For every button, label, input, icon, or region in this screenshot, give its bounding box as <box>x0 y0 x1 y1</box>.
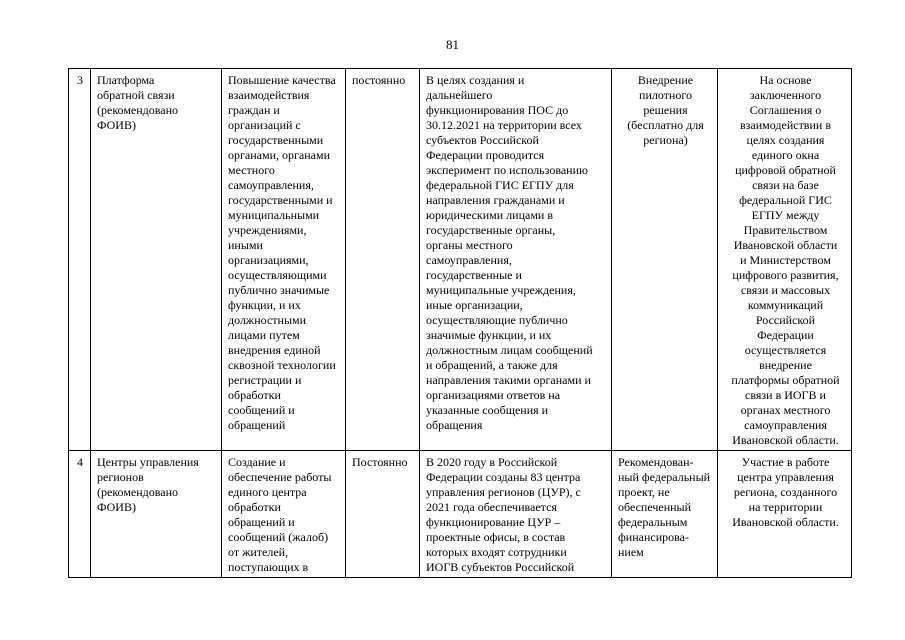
measure-term: постоянно <box>352 73 406 87</box>
measure-purpose: Создание и обеспечение работы единого центра обработки обращений и сообщений (жалоб) от жителей, поступающих в <box>228 455 332 574</box>
purpose-cell <box>222 451 346 578</box>
row-number: 4 <box>77 455 83 469</box>
financing-cell <box>612 69 718 451</box>
measure-financing: Рекомендован- ный федеральный проект, не обеспеченный федеральным финансирова- нием <box>618 455 711 559</box>
row-number-cell <box>69 69 91 451</box>
name-cell <box>91 451 222 578</box>
measure-financing: Внедрение пилотного решения (бесплатно для региона) <box>627 73 704 147</box>
measure-purpose: Повышение качества взаимодействия граждан и организаций с государственными органами, органами местного самоуправления, государственными и муниципальными учреждениями, иными организациями, осуществляющими публично значимые функции, и их должностными лицами путем внедрения единой сквозной технологии регистрации и обработки сообщений и обращений <box>228 73 336 432</box>
purpose-cell <box>222 69 346 451</box>
participation-cell <box>718 451 852 578</box>
measure-participation: Участие в работе центра управления региона, созданного на территории Ивановской области. <box>732 455 839 529</box>
page-number: 81 <box>446 37 459 52</box>
table-row <box>69 69 852 451</box>
row-number-cell <box>69 451 91 578</box>
financing-cell <box>612 451 718 578</box>
measures-table <box>68 68 852 578</box>
term-cell <box>346 69 420 451</box>
measure-participation: На основе заключенного Соглашения о взаимодействии в целях создания единого окна цифровой обратной связи на базе федеральной ГИС ЕГПУ между Правительством Ивановской области и Министерством цифрового развития, связи и массовых коммуникаций Российской Федерации осуществляется внедрение платформы обратной связи в ИОГВ и органах местного самоуправления Ивановской области. <box>731 73 840 447</box>
participation-cell <box>718 69 852 451</box>
name-cell <box>91 69 222 451</box>
description-cell <box>420 69 612 451</box>
measure-term: Постоянно <box>352 455 408 469</box>
measure-name: Центры управления регионов (рекомендовано ФОИВ) <box>97 455 199 514</box>
row-number: 3 <box>77 73 83 87</box>
measure-description: В целях создания и дальнейшего функционирования ПОС до 30.12.2021 на территории всех субъектов Российской Федерации проводится эксперимент по использованию федеральной ГИС ЕГПУ для направления гражданами и юридическими лицами в государственные органы, органы местного самоуправления, государственные и муниципальные учреждения, иные организации, осуществляющие публично значимые функции, и их должностным лицам сообщений и обращений, а также для направления такими органами и организациями ответов на указанные сообщения и обращения <box>426 73 593 432</box>
table-row <box>69 451 852 578</box>
measure-name: Платформа обратной связи (рекомендовано ФОИВ) <box>97 73 179 132</box>
term-cell <box>346 451 420 578</box>
measure-description: В 2020 году в Российской Федерации созданы 83 центра управления регионов (ЦУР), с 2021 года обеспечивается функционирование ЦУР – проектные офисы, в состав которых входят сотрудники ИОГВ субъектов Российской <box>426 455 581 574</box>
description-cell <box>420 451 612 578</box>
